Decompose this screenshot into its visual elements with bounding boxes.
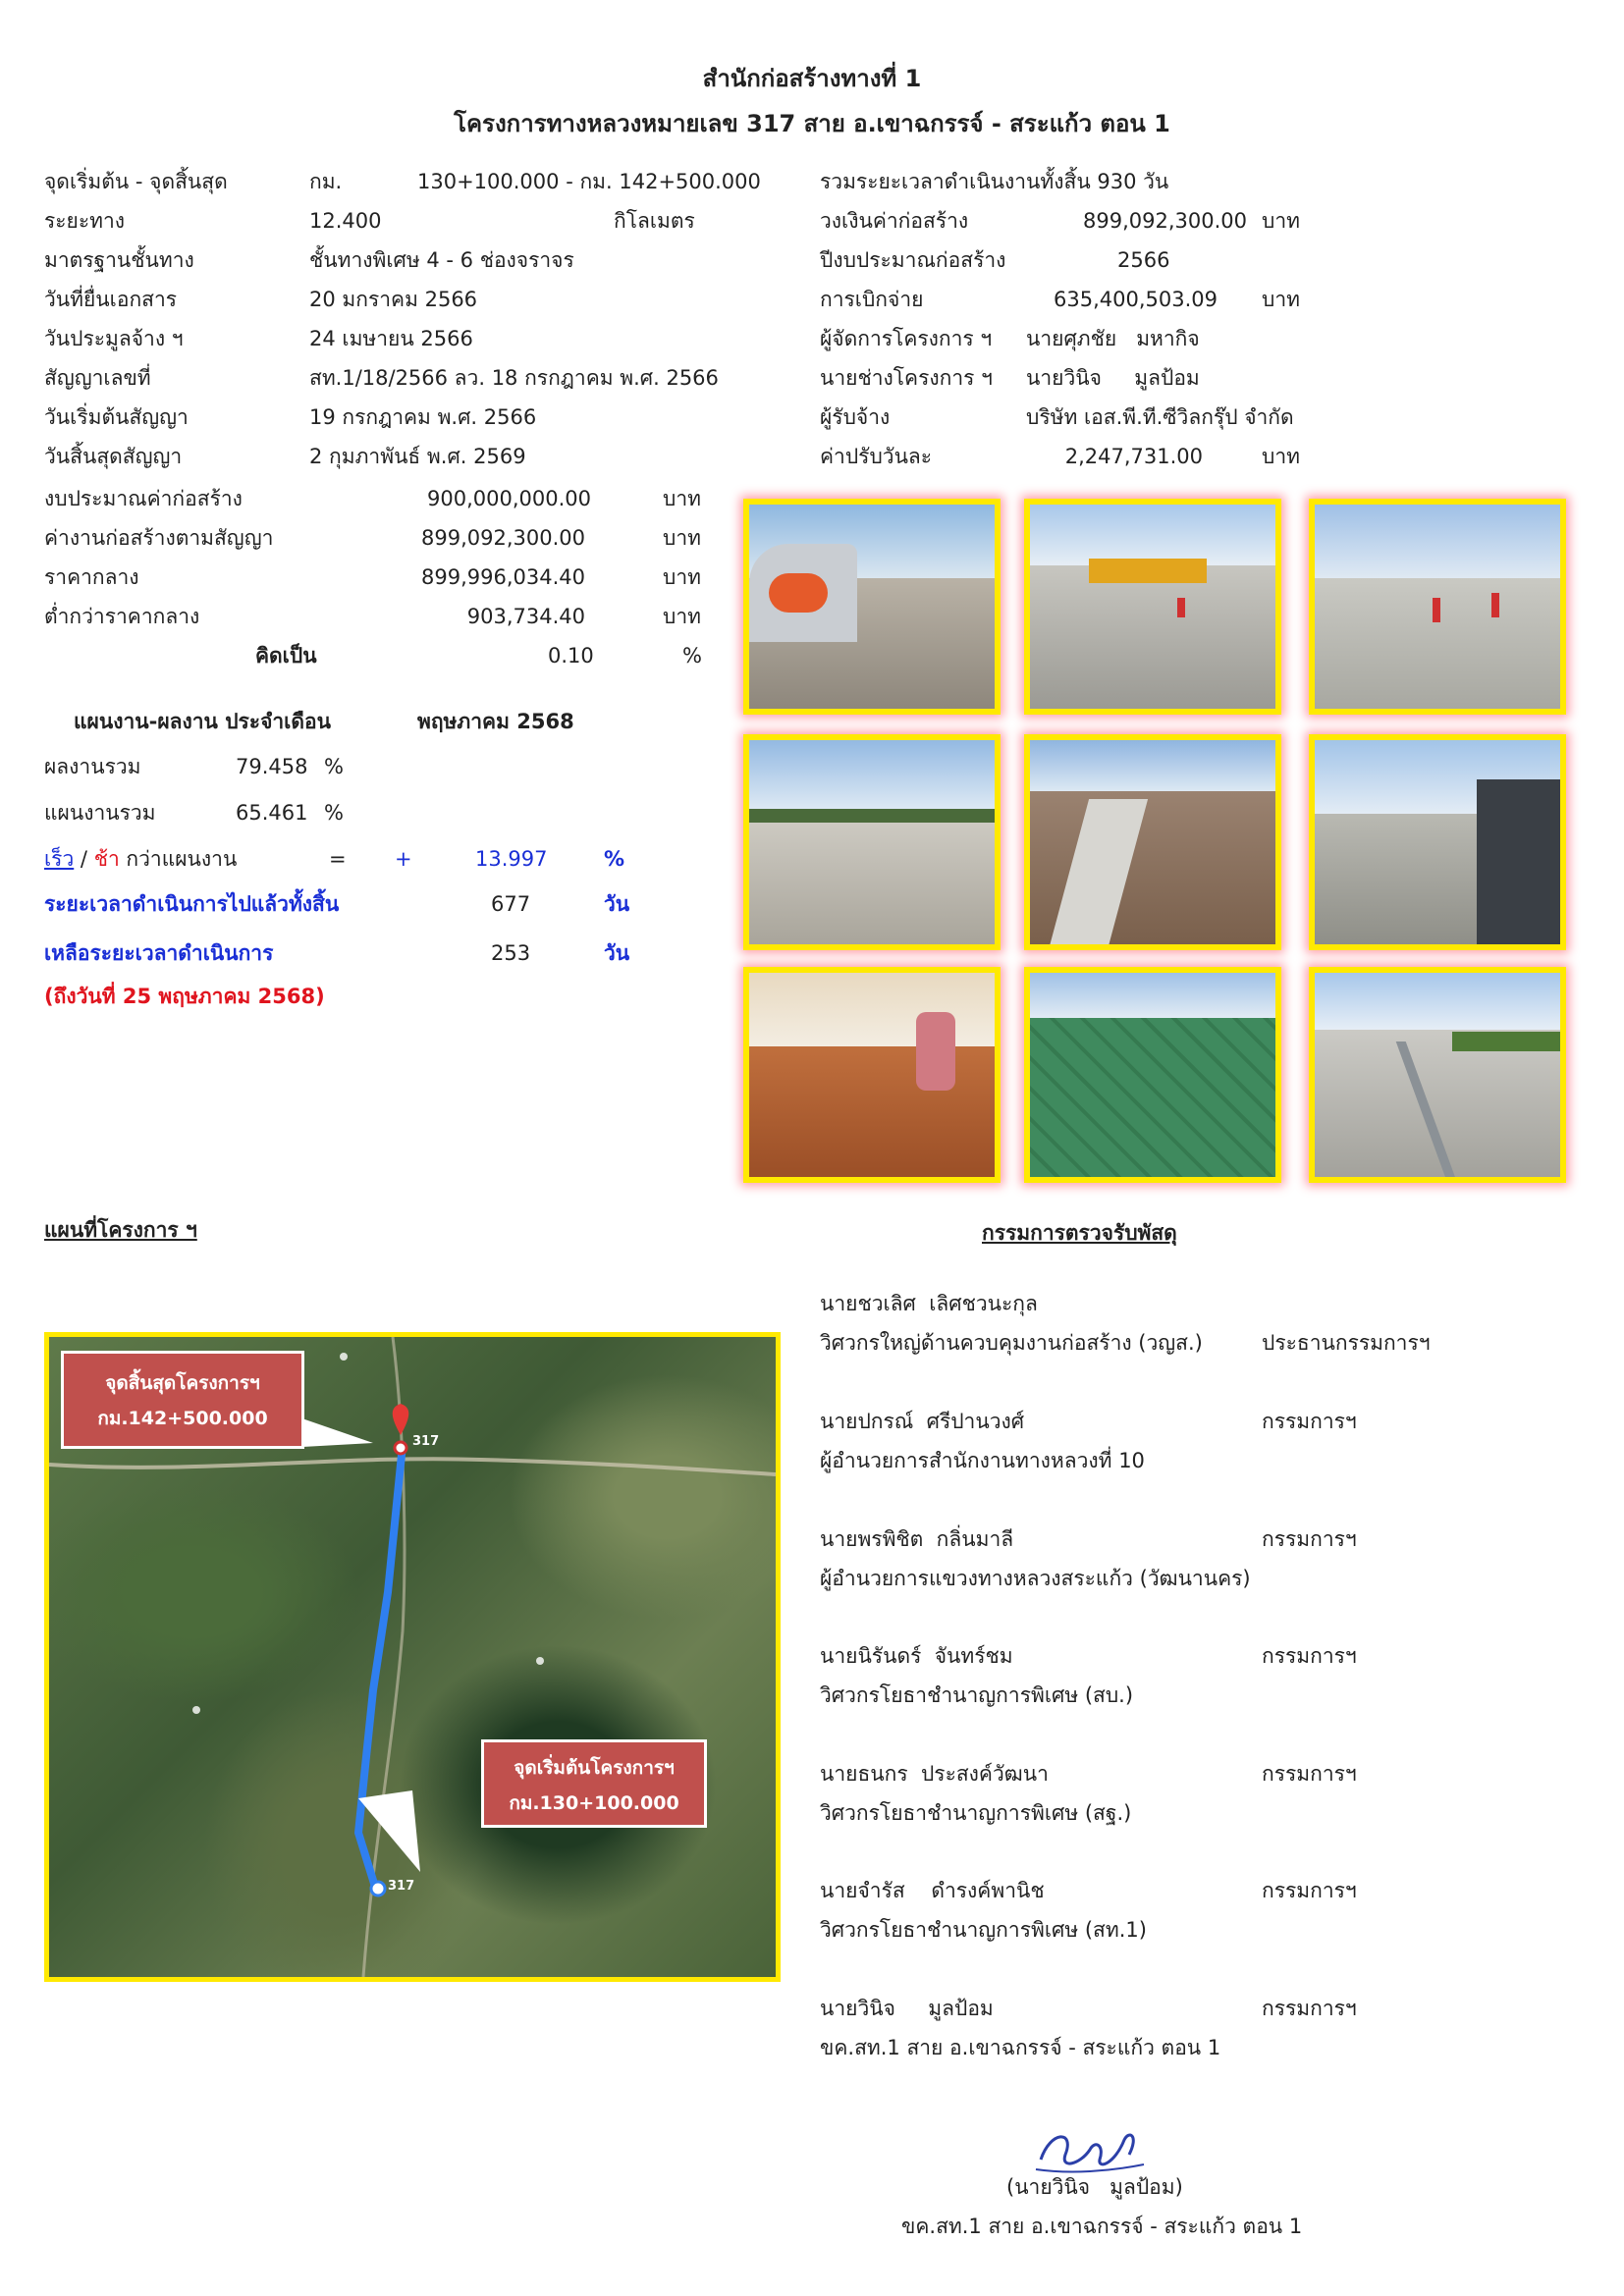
member-position: วิศวกรโยธาชำนาญการพิเศษ (สฐ.) <box>820 1801 1132 1825</box>
info-unit: บาท <box>1262 288 1300 311</box>
plan-value: 65.461 <box>236 801 308 825</box>
member-name: นายจำรัส ดำรงค์พานิช <box>820 1879 1045 1902</box>
member-role: กรรมการฯ <box>1262 1879 1357 1902</box>
member-name: นายธนกร ประสงค์วัฒนา <box>820 1762 1049 1786</box>
info-unit: บาท <box>1262 445 1300 468</box>
info-value: กิโลเมตร <box>614 209 695 233</box>
info-unit: บาท <box>1262 209 1300 233</box>
info-label: ระยะทาง <box>44 209 126 233</box>
progress-heading: แผนงาน-ผลงาน ประจำเดือน <box>74 710 331 733</box>
construction-photo <box>743 499 1001 715</box>
actual-unit: % <box>324 755 344 778</box>
info-value: 2566 <box>1117 248 1170 272</box>
remain-label: เหลือระยะเวลาดำเนินการ <box>44 941 274 965</box>
info-value: 2 กุมภาพันธ์ พ.ศ. 2569 <box>309 445 526 468</box>
member-role: กรรมการฯ <box>1262 1997 1357 2020</box>
info-value: 635,400,503.09 <box>1054 288 1218 311</box>
actual-label: ผลงานรวม <box>44 755 141 778</box>
info-value: 12.400 <box>309 209 382 233</box>
member-name: นายปกรณ์ ศรีปานวงศ์ <box>820 1410 1025 1433</box>
info-label: การเบิกจ่าย <box>820 288 924 311</box>
budget-value: 899,996,034.40 <box>421 565 585 589</box>
start-marker-label: 317 <box>388 1879 415 1894</box>
plan-unit: % <box>324 801 344 825</box>
info-label: ผู้รับจ้าง <box>820 405 891 429</box>
budget-unit: บาท <box>663 487 701 510</box>
as-of-date: (ถึงวันที่ 25 พฤษภาคม 2568) <box>44 985 325 1008</box>
info-label: วันที่ยื่นเอกสาร <box>44 288 178 311</box>
end-point-title: จุดสิ้นสุดโครงการฯ <box>105 1372 260 1394</box>
percent-label: คิดเป็น <box>255 644 317 667</box>
info-value: 130+100.000 - กม. 142+500.000 <box>417 170 761 193</box>
info-label: วันเริ่มต้นสัญญา <box>44 405 189 429</box>
info-label: จุดเริ่มต้น - จุดสิ้นสุด <box>44 170 228 193</box>
member-name: นายวินิจ มูลป้อม <box>820 1997 994 2020</box>
info-label: วันประมูลจ้าง ฯ <box>44 327 184 350</box>
member-position: วิศวกรโยธาชำนาญการพิเศษ (สบ.) <box>820 1683 1134 1707</box>
signature-name: (นายวินิจ มูลป้อม) <box>1006 2175 1183 2199</box>
start-point-km: กม.130+100.000 <box>509 1792 679 1814</box>
info-label: สัญญาเลขที่ <box>44 366 151 390</box>
info-value: 20 มกราคม 2566 <box>309 288 478 311</box>
info-label: วงเงินค่าก่อสร้าง <box>820 209 969 233</box>
project-map <box>44 1332 781 1982</box>
construction-photo <box>1309 967 1566 1183</box>
plan-label: แผนงานรวม <box>44 801 156 825</box>
elapsed-label: ระยะเวลาดำเนินการไปแล้วทั้งสิ้น <box>44 892 340 916</box>
percent-unit: % <box>682 644 702 667</box>
construction-photo <box>1309 734 1566 950</box>
diff-unit: % <box>604 847 625 871</box>
committee-heading: กรรมการตรวจรับพัสดุ <box>982 1221 1177 1245</box>
info-value: 19 กรกฎาคม พ.ศ. 2566 <box>309 405 537 429</box>
remain-unit: วัน <box>604 941 630 965</box>
slash: / <box>74 847 94 871</box>
info-value: กม. <box>309 170 343 193</box>
member-role: กรรมการฯ <box>1262 1644 1357 1668</box>
diff-eq: = <box>329 847 347 871</box>
diff-label <box>44 846 237 872</box>
budget-value: 903,734.40 <box>466 605 585 628</box>
fast-label: เร็ว <box>44 847 75 871</box>
project-title: โครงการทางหลวงหมายเลข 317 สาย อ.เขาฉกรรจ์ - สระแก้ว ตอน 1 <box>454 110 1170 137</box>
member-position: วิศวกรใหญ่ด้านควบคุมงานก่อสร้าง (วญส.) <box>820 1331 1203 1355</box>
office-title: สำนักก่อสร้างทางที่ 1 <box>702 65 922 92</box>
member-position: วิศวกรโยธาชำนาญการพิเศษ (สท.1) <box>820 1918 1147 1942</box>
info-label: นายช่างโครงการ ฯ <box>820 366 993 390</box>
info-value: ชั้นทางพิเศษ 4 - 6 ช่องจราจร <box>309 248 574 272</box>
end-point-callout <box>61 1351 304 1449</box>
construction-photo <box>1309 499 1566 715</box>
end-marker-label: 317 <box>412 1434 440 1449</box>
budget-unit: บาท <box>663 565 701 589</box>
info-label: วันสิ้นสุดสัญญา <box>44 445 183 468</box>
end-point-km: กม.142+500.000 <box>97 1408 268 1429</box>
member-role: กรรมการฯ <box>1262 1410 1357 1433</box>
info-label: ผู้จัดการโครงการ ฯ <box>820 327 993 350</box>
remain-value: 253 <box>491 941 531 965</box>
member-position: ขค.สท.1 สาย อ.เขาฉกรรจ์ - สระแก้ว ตอน 1 <box>820 2036 1221 2059</box>
signature-position: ขค.สท.1 สาย อ.เขาฉกรรจ์ - สระแก้ว ตอน 1 <box>901 2215 1303 2238</box>
info-label: ค่าปรับวันละ <box>820 445 933 468</box>
info-value: 2,247,731.00 <box>1064 445 1203 468</box>
slow-label: ช้า <box>93 847 120 871</box>
construction-photo <box>743 734 1001 950</box>
info-value: นายวินิจ มูลป้อม <box>1026 366 1200 390</box>
info-label: ปีงบประมาณก่อสร้าง <box>820 248 1006 272</box>
member-position: ผู้อำนวยการสำนักงานทางหลวงที่ 10 <box>820 1449 1145 1472</box>
construction-photo <box>1024 734 1281 950</box>
member-name: นายชวเลิศ เลิศชวนะกุล <box>820 1292 1038 1315</box>
info-value: 899,092,300.00 <box>1083 209 1247 233</box>
signature-mark <box>1031 2120 1149 2179</box>
info-value: บริษัท เอส.พี.ที.ซีวิลกรุ๊ป จำกัด <box>1026 405 1294 429</box>
budget-label: ราคากลาง <box>44 565 139 589</box>
info-value: 24 เมษายน 2566 <box>309 327 473 350</box>
percent-value: 0.10 <box>548 644 594 667</box>
start-point-callout <box>481 1739 707 1828</box>
start-point-title: จุดเริ่มต้นโครงการฯ <box>514 1757 675 1779</box>
map-heading: แผนที่โครงการ ฯ <box>44 1218 197 1242</box>
info-value: นายศุภชัย มหากิจ <box>1026 327 1200 350</box>
actual-value: 79.458 <box>236 755 308 778</box>
diff-text: กว่าแผนงาน <box>119 847 238 871</box>
budget-unit: บาท <box>663 605 701 628</box>
info-label: มาตรฐานชั้นทาง <box>44 248 194 272</box>
budget-label: ต่ำกว่าราคากลาง <box>44 605 200 628</box>
budget-label: ค่างานก่อสร้างตามสัญญา <box>44 526 274 550</box>
construction-photo <box>1024 499 1281 715</box>
budget-value: 899,092,300.00 <box>421 526 585 550</box>
budget-label: งบประมาณค่าก่อสร้าง <box>44 487 243 510</box>
member-position: ผู้อำนวยการแขวงทางหลวงสระแก้ว (วัฒนานคร) <box>820 1567 1251 1590</box>
info-value: สท.1/18/2566 ลว. 18 กรกฎาคม พ.ศ. 2566 <box>309 366 719 390</box>
elapsed-value: 677 <box>491 892 531 916</box>
member-role: กรรมการฯ <box>1262 1762 1357 1786</box>
info-label: รวมระยะเวลาดำเนินงานทั้งสิ้น 930 วัน <box>820 170 1169 193</box>
member-role: กรรมการฯ <box>1262 1527 1357 1551</box>
construction-photo <box>1024 967 1281 1183</box>
member-role: ประธานกรรมการฯ <box>1262 1331 1431 1355</box>
progress-month: พฤษภาคม 2568 <box>417 710 574 733</box>
diff-value: 13.997 <box>475 847 548 871</box>
member-name: นายพรพิชิต กลิ่นมาลี <box>820 1527 1014 1551</box>
construction-photo <box>743 967 1001 1183</box>
diff-sign: + <box>395 847 412 871</box>
budget-value: 900,000,000.00 <box>427 487 591 510</box>
elapsed-unit: วัน <box>604 892 630 916</box>
budget-unit: บาท <box>663 526 701 550</box>
member-name: นายนิรันดร์ จันทร์ชม <box>820 1644 1013 1668</box>
